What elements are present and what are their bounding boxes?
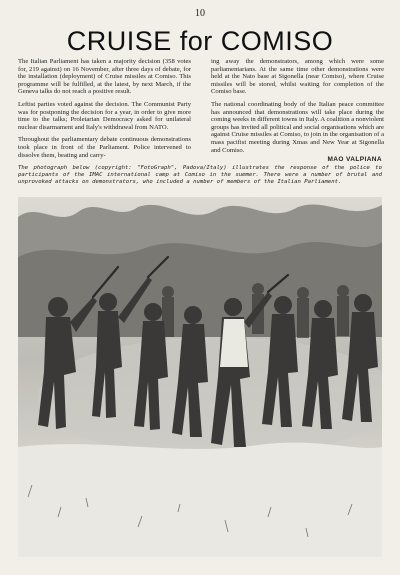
page-number: 10	[195, 8, 205, 19]
article-column-right	[211, 58, 384, 159]
photo-caption: The photograph below (copyright: "FotoGraph", Padova/Italy) illustrates the response of the police to participants of the IMAC international camp at Comiso in the summer. There were a number of brutal and unprovoked attacks on demonstrators, who included a number of members of the Italian Parliament.	[18, 165, 382, 185]
article-paragraph: Throughout the parliamentary debate continuous demonstrations took place in front of the Parliament. Police intervened to dissolve them, beating and carry-	[18, 136, 191, 159]
article-column-left	[18, 58, 191, 164]
article-headline: CRUISE for COMISO	[66, 26, 334, 56]
article-paragraph: The Italian Parliament has taken a majority decision (358 votes for, 219 against) on 16 November, after three days of debate, for the installation (deployment) of Cruise missiles at Comiso. This programme will be fulfilled, at the latest, by next March, if the Geneva talks do not reach a positive result.	[18, 58, 191, 96]
article-paragraph: ing away the demonstrators, among which were some parliamentarians. At the same time other demonstrations were held at the Nato base at Sigonella (near Comiso), where Cruise missiles will be stored, whilst waiting for completion of the Comiso base.	[211, 58, 384, 96]
author-byline: MAO VALPIANA	[327, 156, 382, 163]
article-paragraph: The national coordinating body of the Italian peace committee has announced that demonstrations will take place during the coming weeks in different towns in Italy. A coalition a nonviolent groups has invited all political and social organisations which are against Cruise missiles at Comiso, to join in the organisation of a mass pacifist meeting during Xmas and New Year at Sigonella and Comiso.	[211, 100, 384, 154]
police-charge-photo	[18, 197, 382, 557]
article-paragraph: Leftist parties voted against the decision. The Communist Party was for postponing the decision for a year, in order to give more time to the talks; Proletarian Democracy asked for unilateral nuclear disarmament and Italy's withdrawal from NATO.	[18, 100, 191, 131]
